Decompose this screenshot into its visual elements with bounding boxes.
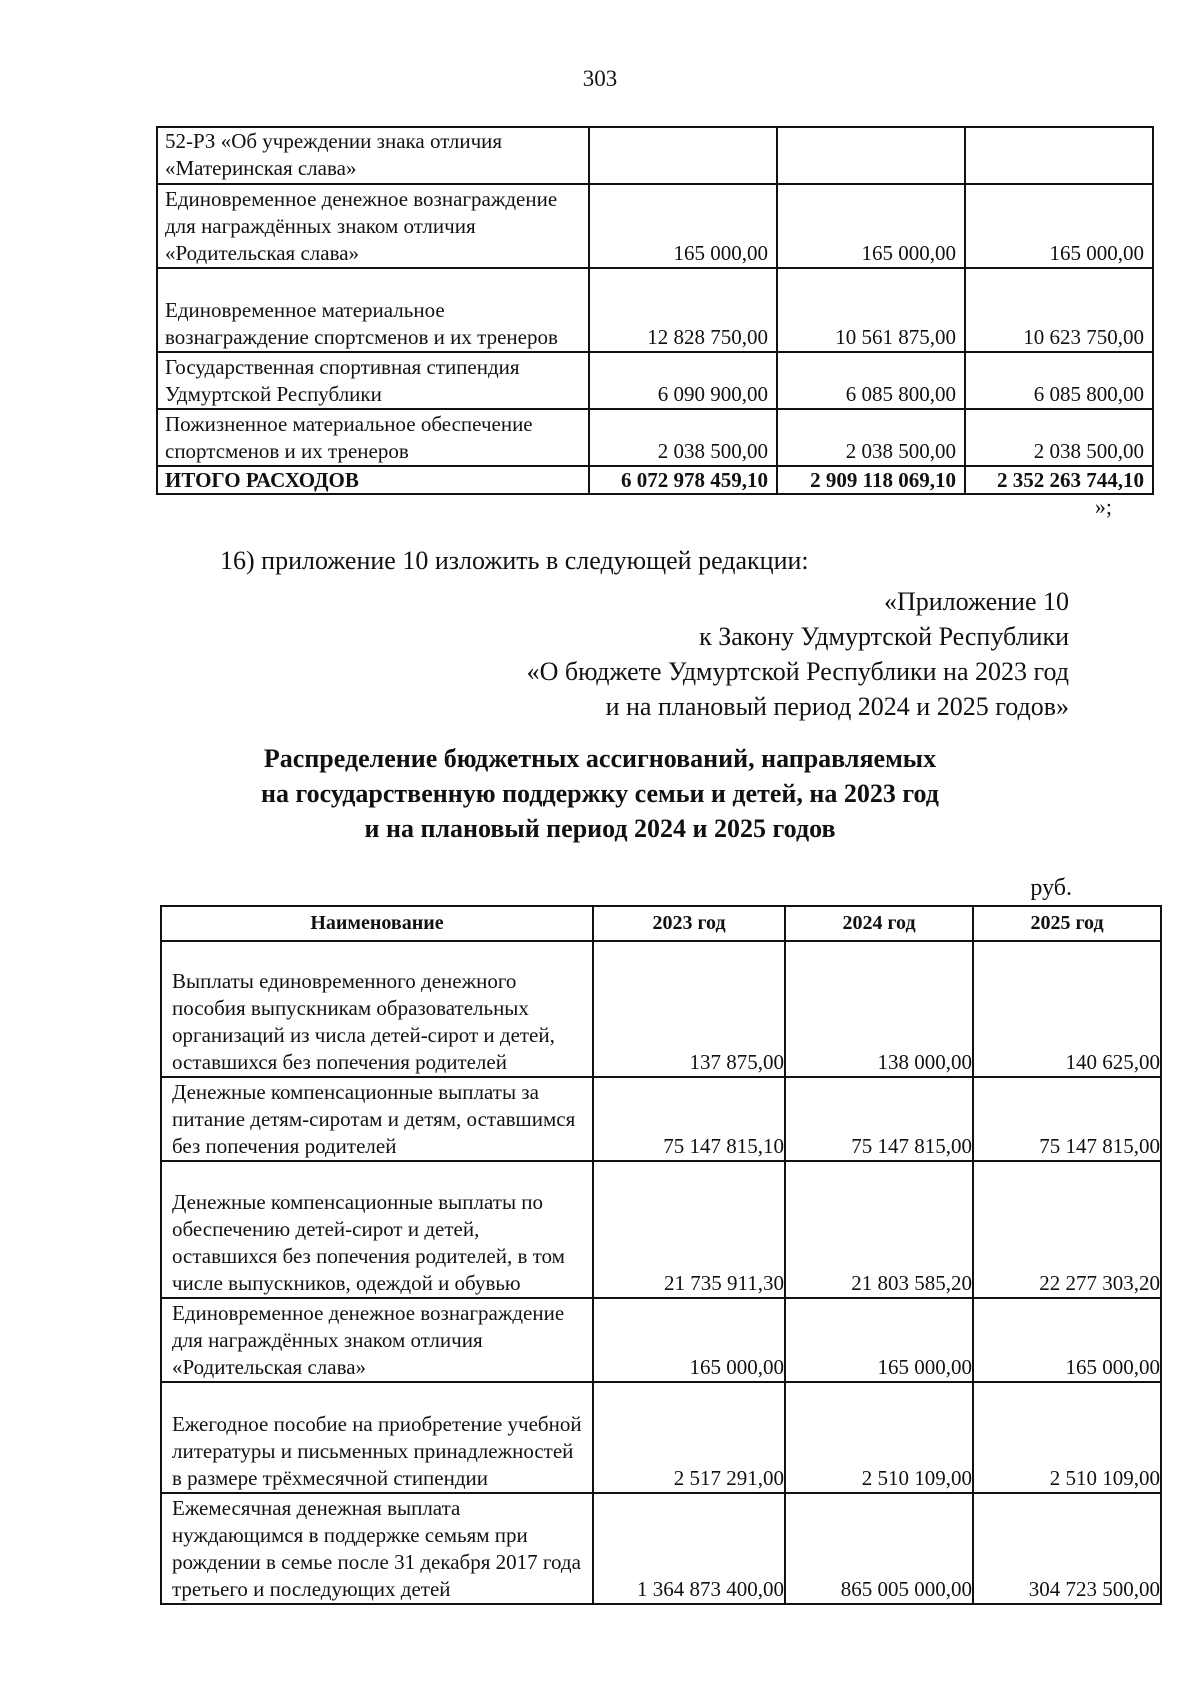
annex-line: к Закону Удмуртской Республики <box>699 622 1069 651</box>
header-2025: 2025 год <box>973 906 1161 941</box>
header-2024: 2024 год <box>785 906 973 941</box>
value-2024: 75 147 815,00 <box>785 1077 973 1161</box>
value-2023: 165 000,00 <box>593 1298 785 1382</box>
table-row <box>157 352 1153 409</box>
table-row <box>161 1077 1161 1161</box>
value-2025: 140 625,00 <box>973 941 1161 1077</box>
value-2025: 304 723 500,00 <box>973 1493 1161 1604</box>
value-2024: 10 561 875,00 <box>777 268 965 352</box>
header-row <box>161 906 1161 941</box>
value-2025 <box>965 127 1153 184</box>
row-name: Денежные компенсационные выплаты по обеспечению детей-сирот и детей, оставшихся без попечения родителей, в том числе выпускников, одеждой и обувью <box>161 1161 593 1298</box>
family-support-table <box>160 905 1162 1605</box>
value-2025: 2 038 500,00 <box>965 409 1153 466</box>
table-row <box>157 268 1153 352</box>
value-2024: 138 000,00 <box>785 941 973 1077</box>
row-name: Пожизненное материальное обеспечение спортсменов и их тренеров <box>157 409 589 466</box>
value-2025: 165 000,00 <box>965 184 1153 268</box>
annex-heading <box>527 584 1069 724</box>
value-2023: 165 000,00 <box>589 184 777 268</box>
table-row <box>161 1493 1161 1604</box>
table-row <box>157 409 1153 466</box>
table-row <box>161 1382 1161 1493</box>
annex-line: и на плановый период 2024 и 2025 годов» <box>605 692 1069 721</box>
row-name: Единовременное денежное вознаграждение для награждённых знаком отличия «Родительская слава» <box>157 184 589 268</box>
row-name: Ежегодное пособие на приобретение учебной литературы и письменных принадлежностей в размере трёхмесячной стипендии <box>161 1382 593 1493</box>
annex-line: «Приложение 10 <box>883 587 1069 616</box>
total-row <box>157 466 1153 494</box>
value-2023: 12 828 750,00 <box>589 268 777 352</box>
row-name: Ежемесячная денежная выплата нуждающимся в поддержке семьям при рождении в семье после 31 декабря 2017 года третьего и последующих детей <box>161 1493 593 1604</box>
document-title <box>150 741 1050 846</box>
annex-line: «О бюджете Удмуртской Республики на 2023 год <box>526 657 1069 686</box>
amendment-item: 16) приложение 10 изложить в следующей редакции: <box>220 546 809 575</box>
total-2023: 6 072 978 459,10 <box>589 466 777 494</box>
value-2025: 10 623 750,00 <box>965 268 1153 352</box>
title-line: и на плановый период 2024 и 2025 годов <box>364 814 836 843</box>
value-2025: 2 510 109,00 <box>973 1382 1161 1493</box>
table-row <box>157 184 1153 268</box>
value-2023: 2 517 291,00 <box>593 1382 785 1493</box>
title-line: на государственную поддержку семьи и детей, на 2023 год <box>261 779 939 808</box>
expenses-table-continued <box>156 126 1154 495</box>
value-2024: 2 510 109,00 <box>785 1382 973 1493</box>
row-name: Выплаты единовременного денежного пособия выпускникам образовательных организаций из числа детей-сирот и детей, оставшихся без попечения родителей <box>161 941 593 1077</box>
table-row <box>157 127 1153 184</box>
page-number: 303 <box>582 66 618 91</box>
value-2025: 75 147 815,00 <box>973 1077 1161 1161</box>
total-2024: 2 909 118 069,10 <box>777 466 965 494</box>
value-2023: 21 735 911,30 <box>593 1161 785 1298</box>
title-line: Распределение бюджетных ассигнований, направляемых <box>263 744 937 773</box>
value-2024: 21 803 585,20 <box>785 1161 973 1298</box>
value-2023 <box>589 127 777 184</box>
value-2024: 6 085 800,00 <box>777 352 965 409</box>
value-2025: 22 277 303,20 <box>973 1161 1161 1298</box>
header-2023: 2023 год <box>593 906 785 941</box>
table-row <box>161 1298 1161 1382</box>
value-2024: 2 038 500,00 <box>777 409 965 466</box>
row-name: Единовременное материальное вознаграждение спортсменов и их тренеров <box>157 268 589 352</box>
header-name: Наименование <box>161 906 593 941</box>
value-2023: 6 090 900,00 <box>589 352 777 409</box>
value-2024: 165 000,00 <box>785 1298 973 1382</box>
row-name: Государственная спортивная стипендия Удмуртской Республики <box>157 352 589 409</box>
value-2023: 137 875,00 <box>593 941 785 1077</box>
row-name: 52-РЗ «Об учреждении знака отличия «Материнская слава» <box>157 127 589 184</box>
row-name: Единовременное денежное вознаграждение для награждённых знаком отличия «Родительская слава» <box>161 1298 593 1382</box>
value-2023: 75 147 815,10 <box>593 1077 785 1161</box>
value-2025: 165 000,00 <box>973 1298 1161 1382</box>
value-2024 <box>777 127 965 184</box>
total-label: ИТОГО РАСХОДОВ <box>157 466 589 494</box>
closing-quote: »; <box>1094 494 1112 519</box>
value-2023: 1 364 873 400,00 <box>593 1493 785 1604</box>
value-2023: 2 038 500,00 <box>589 409 777 466</box>
table-row <box>161 1161 1161 1298</box>
row-name: Денежные компенсационные выплаты за питание детям-сиротам и детям, оставшимся без попечения родителей <box>161 1077 593 1161</box>
value-2024: 865 005 000,00 <box>785 1493 973 1604</box>
total-2025: 2 352 263 744,10 <box>965 466 1153 494</box>
table-row <box>161 941 1161 1077</box>
value-2025: 6 085 800,00 <box>965 352 1153 409</box>
currency-unit: руб. <box>1030 875 1072 901</box>
value-2024: 165 000,00 <box>777 184 965 268</box>
